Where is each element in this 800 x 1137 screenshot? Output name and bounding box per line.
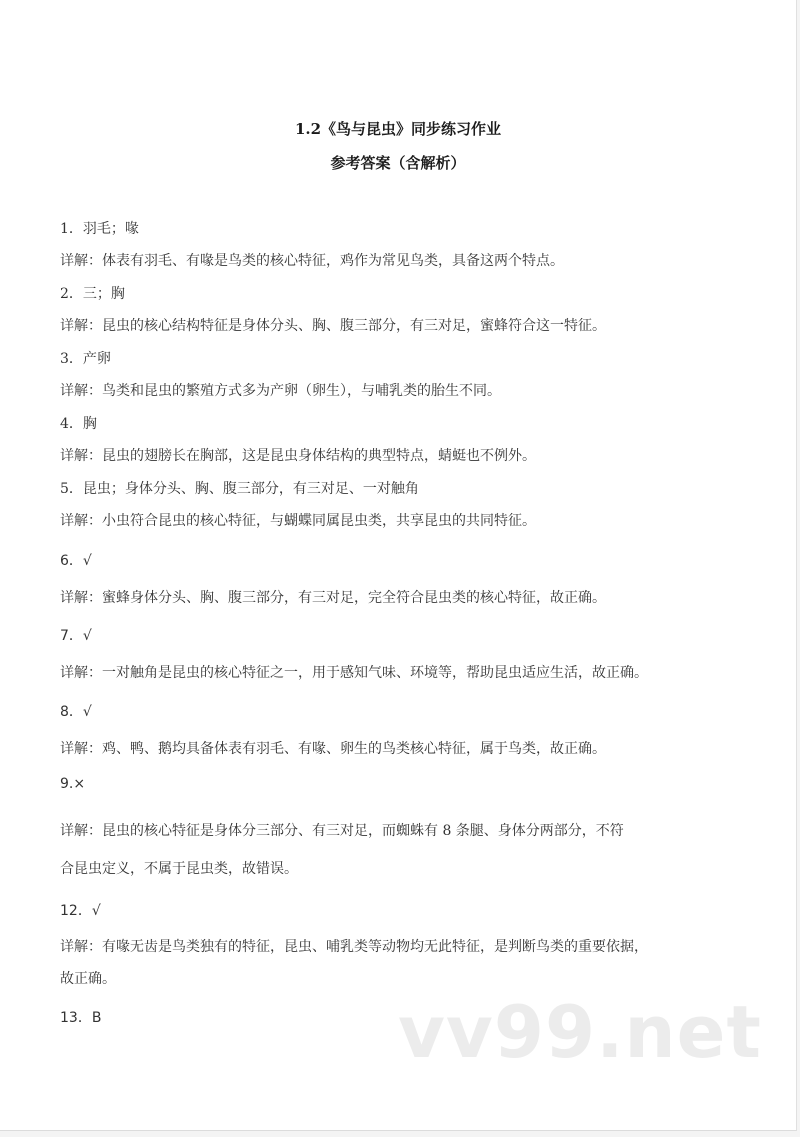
document-subtitle: 参考答案（含解析） <box>330 154 466 172</box>
explanation-7: 详解：一对触角是昆虫的核心特征之一，用于感知气味、环境等，帮助昆虫适应生活，故正确。 <box>60 665 648 681</box>
answer-13: 13．B <box>60 1010 102 1026</box>
answer-5: 5．昆虫；身体分头、胸、腹三部分，有三对足、一对触角 <box>60 481 419 497</box>
answer-6: 6．√ <box>60 553 92 569</box>
explanation-6: 详解：蜜蜂身体分头、胸、腹三部分，有三对足，完全符合昆虫类的核心特征，故正确。 <box>60 590 606 606</box>
explanation-2: 详解：昆虫的核心结构特征是身体分头、胸、腹三部分，有三对足，蜜蜂符合这一特征。 <box>60 318 606 334</box>
answer-2: 2．三；胸 <box>60 286 125 302</box>
answer-9: 9.× <box>60 776 86 792</box>
explanation-5: 详解：小虫符合昆虫的核心特征，与蝴蝶同属昆虫类，共享昆虫的共同特征。 <box>60 513 536 529</box>
explanation-1: 详解：体表有羽毛、有喙是鸟类的核心特征，鸡作为常见鸟类，具备这两个特点。 <box>60 253 564 269</box>
answer-3: 3．产卵 <box>60 351 111 367</box>
explanation-12: 详解：有喙无齿是鸟类独有的特征，昆虫、哺乳类等动物均无此特征，是判断鸟类的重要依据， <box>60 939 648 955</box>
document-title: 1.2《鸟与昆虫》同步练习作业 <box>294 120 502 138</box>
answer-8: 8．√ <box>60 704 92 720</box>
explanation-8: 详解：鸡、鸭、鹅均具备体表有羽毛、有喙、卵生的鸟类核心特征，属于鸟类，故正确。 <box>60 741 606 757</box>
answer-12: 12．√ <box>60 903 101 919</box>
explanation-3: 详解：鸟类和昆虫的繁殖方式多为产卵（卵生），与哺乳类的胎生不同。 <box>60 383 501 399</box>
answer-1: 1．羽毛；喙 <box>60 221 139 237</box>
explanation-4: 详解：昆虫的翅膀长在胸部，这是昆虫身体结构的典型特点，蜻蜓也不例外。 <box>60 448 536 464</box>
explanation-12-cont: 故正确。 <box>60 971 116 987</box>
answer-7: 7．√ <box>60 628 92 644</box>
watermark: vv99.net <box>398 990 762 1074</box>
explanation-9: 详解：昆虫的核心特征是身体分三部分、有三对足，而蜘蛛有 8 条腿、身体分两部分，不符 <box>60 823 624 839</box>
answer-4: 4．胸 <box>60 416 97 432</box>
explanation-9-cont: 合昆虫定义，不属于昆虫类，故错误。 <box>60 861 298 877</box>
